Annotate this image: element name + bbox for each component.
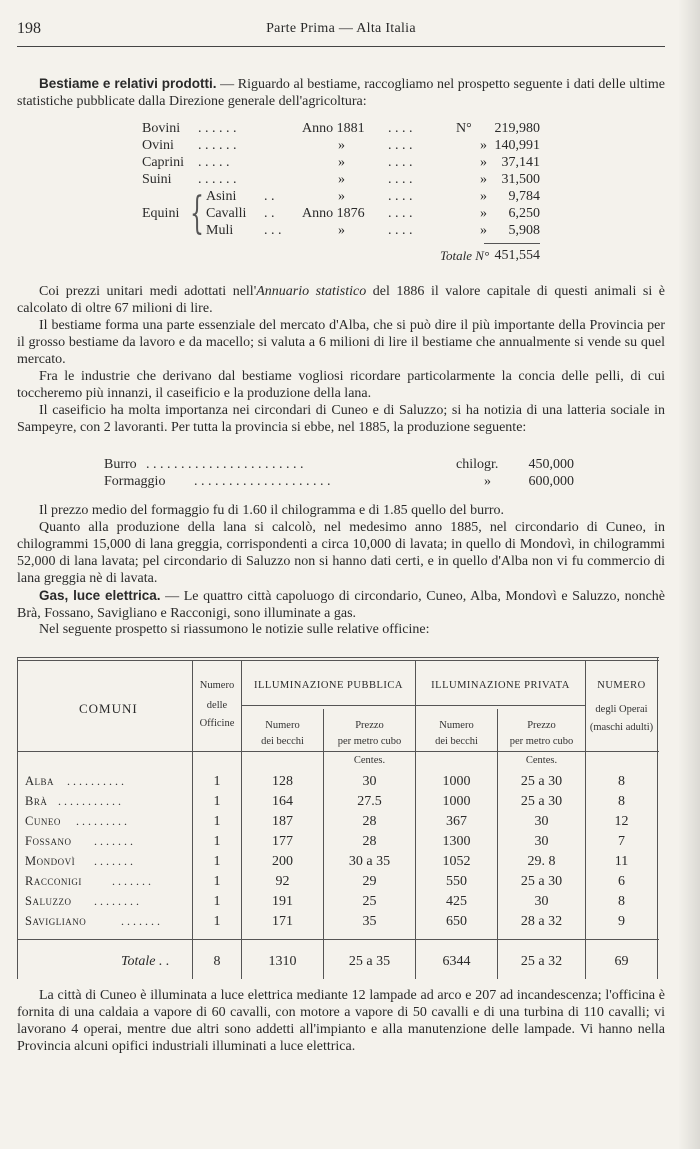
sub-prezzo-pub-2: per metro cubo bbox=[337, 736, 402, 747]
table-total-becchi-priv: 6344 bbox=[442, 954, 471, 969]
equini-value: 6,250 bbox=[508, 206, 540, 221]
table-cell-prezzo-pub: 29 bbox=[362, 874, 377, 889]
livestock-unit: » bbox=[480, 172, 487, 187]
table-cell-operai: 8 bbox=[618, 894, 625, 909]
table-cell-prezzo-pub: 30 a 35 bbox=[348, 854, 391, 869]
p1-italic-title: Annuario statistico bbox=[256, 284, 367, 299]
livestock-intro bbox=[17, 75, 665, 110]
table-row-comune: Savigliano bbox=[25, 914, 87, 928]
livestock-row bbox=[140, 121, 540, 138]
leader-dots: . . . . . . . . . . . . . . . . . . . . bbox=[194, 474, 331, 489]
livestock-year: » bbox=[338, 172, 345, 187]
table-top-rule bbox=[17, 657, 659, 658]
production-unit: chilogr. bbox=[456, 457, 499, 472]
table-cell-officine: 1 bbox=[213, 894, 221, 909]
livestock-name: Bovini bbox=[142, 121, 181, 136]
equini-name: Muli bbox=[206, 223, 234, 238]
table-cell-becchi-pub: 200 bbox=[272, 854, 293, 869]
table-cell-becchi-pub: 171 bbox=[272, 914, 293, 929]
livestock-year: Anno 1881 bbox=[302, 121, 365, 136]
table-cell-becchi-priv: 650 bbox=[446, 914, 467, 929]
leader-dots: . . bbox=[264, 189, 275, 204]
table-cell-operai: 11 bbox=[614, 854, 629, 869]
equini-value: 5,908 bbox=[508, 223, 540, 238]
table-total-officine: 8 bbox=[213, 954, 221, 969]
unit-centes-pub: Centes. bbox=[353, 755, 386, 766]
table-cell-operai: 8 bbox=[618, 774, 625, 789]
page-edge-shadow bbox=[678, 0, 700, 1149]
production-name: Burro bbox=[104, 457, 137, 472]
col-officine-header-3: Officine bbox=[199, 718, 235, 729]
table-cell-prezzo-pub: 25 bbox=[362, 894, 377, 909]
leader-dots: . . . . . . bbox=[198, 172, 237, 187]
table-top-rule-double bbox=[17, 660, 659, 661]
leader-dots: . . . . bbox=[388, 121, 413, 136]
equini-year: » bbox=[338, 223, 345, 238]
leader-dots: . . bbox=[264, 206, 275, 221]
paragraph-dairy: Il caseificio ha molta importanza nei circondari di Cuneo e di Saluzzo; si ha notizia di una latteria sociale in Sampeyre, con 2 lavoranti. Per tutta la provincia si ebbe, nel 1885, la produzione seguente: bbox=[17, 403, 665, 435]
total-rule bbox=[484, 243, 540, 244]
table-cell-becchi-priv: 1052 bbox=[442, 854, 471, 869]
leader-dots: . . . . . . . . . . bbox=[67, 774, 124, 788]
leader-dots: . . . . . . . bbox=[94, 834, 133, 848]
production-list bbox=[104, 457, 574, 491]
table-cell-officine: 1 bbox=[213, 874, 221, 889]
sub-prezzo-priv-2: per metro cubo bbox=[509, 736, 574, 747]
livestock-year: » bbox=[338, 155, 345, 170]
leader-dots: . . . bbox=[264, 223, 282, 238]
equini-label: Equini bbox=[142, 206, 180, 221]
col-officine-header-2: delle bbox=[206, 700, 228, 711]
group-pubblica-header: ILLUMINAZIONE PUBBLICA bbox=[254, 680, 403, 691]
table-cell-prezzo-priv: 30 bbox=[534, 834, 549, 849]
livestock-row bbox=[140, 172, 540, 189]
production-value: 600,000 bbox=[528, 474, 574, 489]
table-total-operai: 69 bbox=[614, 954, 629, 969]
gas-heading: Gas, luce elettrica. bbox=[39, 588, 161, 603]
paragraph-wool: Quanto alla produzione della lana si calcolò, nel medesimo anno 1885, nel circondario di Cuneo, in chilogrammi 15,000 di lana greggia, corrispondenti a circa 10,000 di lavata; in quello di Mondovì, in chilogrammi 52,000 di lana lavata; pel circondario di Saluzzo non si hanno dati certi, e in quello d'Alba non vi fu commercio di lana greggia nè di lavata. bbox=[17, 520, 665, 586]
table-cell-prezzo-priv: 28 a 32 bbox=[520, 914, 563, 929]
production-row bbox=[104, 457, 574, 474]
table-cell-officine: 1 bbox=[213, 914, 221, 929]
equini-unit: » bbox=[480, 206, 487, 221]
livestock-unit: » bbox=[480, 138, 487, 153]
p1-text-b: del 1886 il valore capitale di questi animali si è calcolato di oltre 67 milioni di lire. bbox=[17, 284, 665, 316]
table-cell-becchi-pub: 92 bbox=[275, 874, 290, 889]
table-row-comune: Mondovì bbox=[25, 854, 76, 868]
leader-dots: . . . . . . . bbox=[121, 914, 160, 928]
livestock-total-row bbox=[140, 248, 540, 265]
table-total-prezzo-priv: 25 a 32 bbox=[520, 954, 563, 969]
paragraph-value bbox=[17, 283, 665, 317]
table-cell-prezzo-pub: 27.5 bbox=[357, 794, 382, 809]
table-cell-prezzo-pub: 35 bbox=[362, 914, 377, 929]
table-cell-becchi-pub: 177 bbox=[272, 834, 293, 849]
table-cell-prezzo-priv: 25 a 30 bbox=[520, 774, 563, 789]
livestock-heading: Bestiame e relativi prodotti. bbox=[39, 76, 217, 91]
production-name: Formaggio bbox=[104, 474, 166, 489]
table-row-comune: Cuneo bbox=[25, 814, 61, 828]
gas-works-table bbox=[17, 657, 659, 979]
livestock-row bbox=[140, 138, 540, 155]
paragraph-price: Il prezzo medio del formaggio fu di 1.60 il chilogramma e di 1.85 quello del burro. bbox=[39, 503, 504, 518]
production-value: 450,000 bbox=[528, 457, 574, 472]
unit-centes-priv: Centes. bbox=[525, 755, 558, 766]
leader-dots: . . . . . . . bbox=[112, 874, 151, 888]
equini-value: 9,784 bbox=[508, 189, 540, 204]
table-cell-prezzo-priv: 30 bbox=[534, 814, 549, 829]
table-left-border bbox=[17, 657, 18, 979]
table-cell-operai: 8 bbox=[618, 794, 625, 809]
livestock-total-value: 451,554 bbox=[494, 248, 540, 263]
table-cell-becchi-priv: 1000 bbox=[442, 774, 471, 789]
sub-prezzo-pub-1: Prezzo bbox=[355, 720, 384, 731]
table-cell-prezzo-pub: 28 bbox=[362, 834, 377, 849]
table-cell-becchi-priv: 1000 bbox=[442, 794, 471, 809]
gas-text: — Le quattro città capoluogo di circondario, Cuneo, Alba, Mondovì e Saluzzo, nonchè Brà, Fossano, Savigliano e Racconigi, sono illuminate a gas. bbox=[17, 589, 666, 621]
sub-operai-2: (maschi adulti) bbox=[589, 722, 654, 733]
table-cell-prezzo-pub: 28 bbox=[362, 814, 377, 829]
livestock-year: » bbox=[338, 138, 345, 153]
livestock-value: 219,980 bbox=[494, 121, 540, 136]
table-cell-operai: 7 bbox=[618, 834, 625, 849]
sub-prezzo-priv-1: Prezzo bbox=[527, 720, 556, 731]
total-top-rule bbox=[17, 939, 659, 940]
leader-dots: . . . . . . . . . bbox=[76, 814, 127, 828]
livestock-name: Caprini bbox=[142, 155, 184, 170]
table-cell-prezzo-priv: 30 bbox=[534, 894, 549, 909]
page-number: 198 bbox=[17, 20, 41, 37]
livestock-name: Suini bbox=[142, 172, 172, 187]
leader-dots: . . . . . bbox=[198, 155, 230, 170]
production-row bbox=[104, 474, 574, 491]
paragraph-industries: Fra le industrie che derivano dal bestiame vogliosi ricordare particolarmente la concia delle pelli, di cui toccheremo più innanzi, il caseificio e la produzione della lana. bbox=[17, 369, 665, 401]
leader-dots: . . . . . . . bbox=[94, 854, 133, 868]
header-rule bbox=[17, 46, 665, 47]
table-cell-officine: 1 bbox=[213, 834, 221, 849]
sub-becchi-pub-2: dei becchi bbox=[261, 736, 304, 747]
leader-dots: . . . . bbox=[388, 206, 413, 221]
table-cell-becchi-pub: 187 bbox=[272, 814, 293, 829]
equini-unit: » bbox=[480, 223, 487, 238]
leader-dots: . . . . . . . . bbox=[94, 894, 139, 908]
livestock-total-label: Totale N° bbox=[440, 248, 490, 263]
equini-name: Cavalli bbox=[206, 206, 247, 221]
sub-becchi-priv-1: Numero bbox=[439, 720, 474, 731]
livestock-intro-text: — Riguardo al bestiame, raccogliamo nel prospetto seguente i dati delle ultime statistiche pubblicate dalla Direzione generale dell'agricoltura: bbox=[17, 77, 665, 109]
leader-dots: . . . . bbox=[388, 172, 413, 187]
table-cell-operai: 6 bbox=[618, 874, 625, 889]
table-row-comune: Racconigi bbox=[25, 874, 82, 888]
table-total-label: Totale . . bbox=[121, 954, 170, 969]
table-cell-becchi-priv: 367 bbox=[446, 814, 467, 829]
livestock-unit: N° bbox=[456, 121, 472, 136]
table-cell-officine: 1 bbox=[213, 854, 221, 869]
leader-dots: . . . . bbox=[388, 223, 413, 238]
table-right-border bbox=[657, 657, 658, 979]
table-cell-becchi-pub: 191 bbox=[272, 894, 293, 909]
table-cell-prezzo-priv: 29. 8 bbox=[527, 854, 556, 869]
header-bottom-rule bbox=[17, 751, 659, 752]
table-cell-operai: 9 bbox=[618, 914, 625, 929]
paragraph-table-intro: Nel seguente prospetto si riassumono le notizie sulle relative officine: bbox=[39, 622, 430, 637]
table-cell-becchi-pub: 128 bbox=[272, 774, 293, 789]
table-cell-officine: 1 bbox=[213, 774, 221, 789]
page-header bbox=[17, 18, 665, 42]
livestock-list bbox=[140, 121, 540, 240]
table-row-comune: Brà bbox=[25, 794, 48, 808]
table-cell-prezzo-priv: 25 a 30 bbox=[520, 874, 563, 889]
table-total-becchi-pub: 1310 bbox=[268, 954, 297, 969]
table-row-comune: Fossano bbox=[25, 834, 72, 848]
paragraph-gas bbox=[17, 587, 665, 622]
livestock-value: 140,991 bbox=[494, 138, 540, 153]
table-cell-operai: 12 bbox=[614, 814, 629, 829]
paragraph-electric: La città di Cuneo è illuminata a luce elettrica mediante 12 lampade ad arco e 207 ad incandescenza; l'officina è fornita di una caldaia a vapore di 60 cavalli, con motore a vapore di 50 cavalli e di una turbina di 110 cavalli; vi lavorano 4 operai, mentre due altri sono addetti all'impianto e alla manutenzione delle lampade. Vi hanno nella Provincia alcuni opifici industriali illuminati a luce elettrica. bbox=[17, 988, 665, 1054]
table-cell-becchi-priv: 550 bbox=[446, 874, 467, 889]
leader-dots: . . . . . . . . . . . bbox=[58, 794, 121, 808]
livestock-row bbox=[140, 155, 540, 172]
table-cell-prezzo-pub: 30 bbox=[362, 774, 377, 789]
paragraph-market: Il bestiame forma una parte essenziale del mercato d'Alba, che si può dire il più importante della Provincia per il grosso bestiame da lavoro e da macello; si valuta a 6 milioni di lire il bestiame che annualmente si vende su quel mercato. bbox=[17, 318, 665, 367]
group-operai-header: NUMERO bbox=[597, 680, 646, 691]
sub-becchi-priv-2: dei becchi bbox=[435, 736, 478, 747]
leader-dots: . . . . bbox=[388, 138, 413, 153]
col-officine-header-1: Numero bbox=[199, 680, 235, 691]
leader-dots: . . . . bbox=[388, 155, 413, 170]
table-cell-officine: 1 bbox=[213, 794, 221, 809]
group-privata-header: ILLUMINAZIONE PRIVATA bbox=[431, 680, 570, 691]
leader-dots: . . . . bbox=[388, 189, 413, 204]
equini-name: Asini bbox=[206, 189, 237, 204]
livestock-value: 31,500 bbox=[501, 172, 540, 187]
running-title: Parte Prima — Alta Italia bbox=[266, 21, 416, 36]
table-cell-officine: 1 bbox=[213, 814, 221, 829]
leader-dots: . . . . . . bbox=[198, 138, 237, 153]
table-cell-prezzo-priv: 25 a 30 bbox=[520, 794, 563, 809]
production-unit: » bbox=[484, 474, 491, 489]
sub-operai-1: degli Operai bbox=[595, 704, 648, 715]
equini-year: » bbox=[338, 189, 345, 204]
table-cell-becchi-priv: 425 bbox=[446, 894, 467, 909]
table-row-comune: Saluzzo bbox=[25, 894, 72, 908]
equini-unit: » bbox=[480, 189, 487, 204]
group-rule bbox=[241, 705, 585, 706]
livestock-value: 37,141 bbox=[501, 155, 540, 170]
p1-text-a: Coi prezzi unitari medi adottati nell' bbox=[39, 284, 257, 299]
col-comuni-header: COMUNI bbox=[79, 701, 138, 716]
livestock-name: Ovini bbox=[142, 138, 174, 153]
table-row-comune: Alba bbox=[25, 774, 55, 788]
table-cell-becchi-pub: 164 bbox=[272, 794, 293, 809]
leader-dots: . . . . . . bbox=[198, 121, 237, 136]
table-cell-becchi-priv: 1300 bbox=[442, 834, 471, 849]
table-total-prezzo-pub: 25 a 35 bbox=[348, 954, 391, 969]
leader-dots: . . . . . . . . . . . . . . . . . . . . . . . bbox=[146, 457, 304, 472]
sub-becchi-pub-1: Numero bbox=[265, 720, 300, 731]
livestock-unit: » bbox=[480, 155, 487, 170]
equini-year: Anno 1876 bbox=[302, 206, 365, 221]
brace-icon: { bbox=[190, 188, 204, 239]
